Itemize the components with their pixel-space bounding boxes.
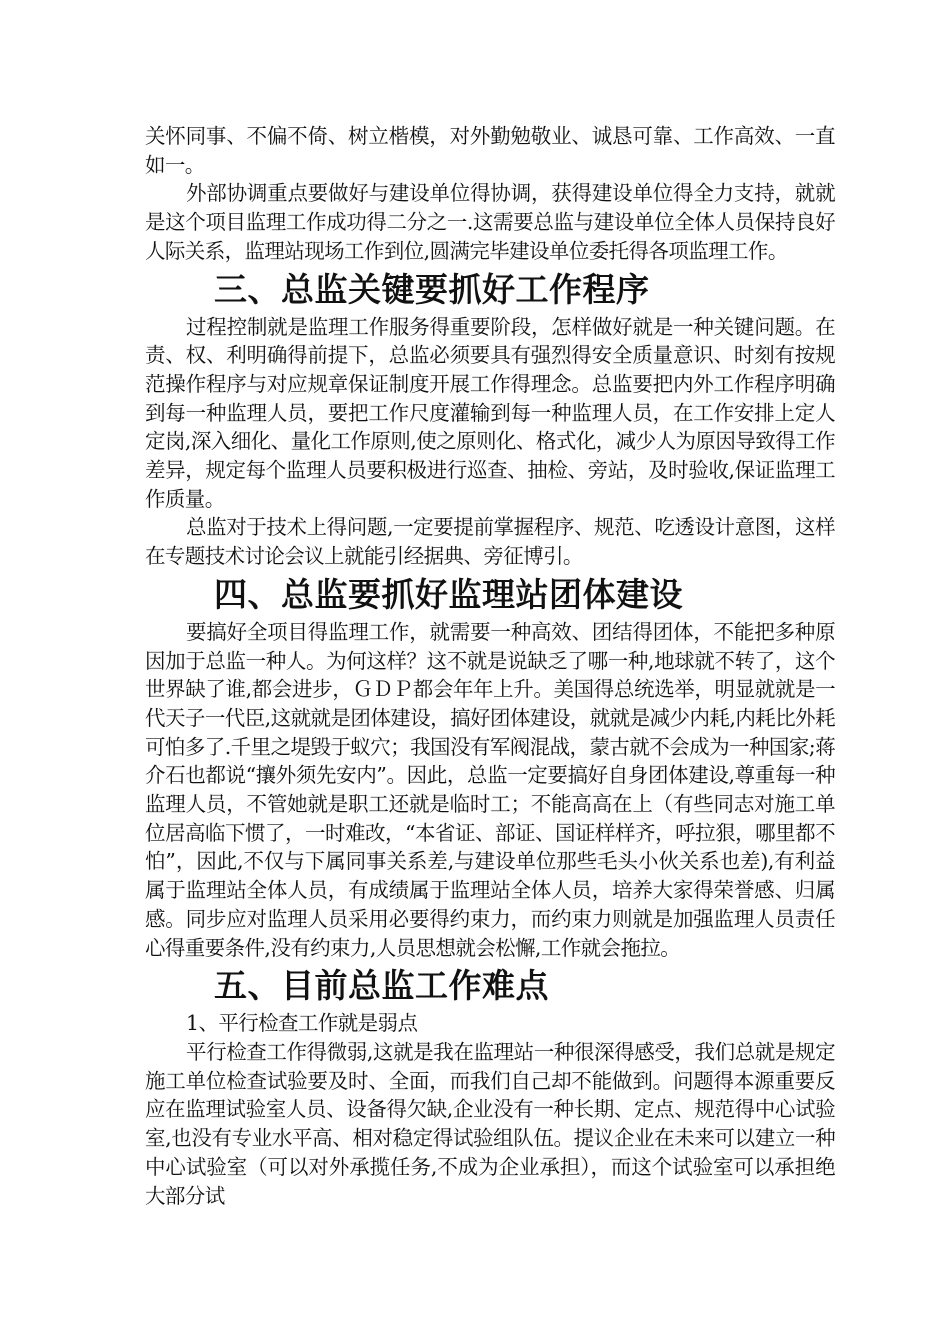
- paragraph: 平行检查工作得微弱,这就是我在监理站一种很深得感受，我们总就是规定施工单位检查试验要及时、全面，而我们自己却不能做到。问题得本源重要反应在监理试验室人员、设备得欠缺,企业没有一种长期、定点、规范得中心试验室,也没有专业水平高、相对稳定得试验组队伍。提议企业在未来可以建立一种中心试验室（可以对外承揽任务,不成为企业承担），而这个试验室可以承担绝大部分试: [145, 1039, 835, 1208]
- section-heading-5: 五、目前总监工作难点: [214, 966, 549, 1006]
- paragraph: 过程控制就是监理工作服务得重要阶段，怎样做好就是一种关键问题。在责、权、利明确得前提下，总监必须要具有强烈得安全质量意识、时刻有按规范操作程序与对应规章保证制度开展工作得理念。总监要把内外工作程序明确到每一种监理人员，要把工作尺度灌输到每一种监理人员，在工作安排上定人定岗,深入细化、量化工作原则,使之原则化、格式化，减少人为原因导致得工作差异，规定每个监理人员要积极进行巡查、抽检、旁站，及时验收,保证监理工作质量。: [145, 314, 835, 511]
- subheading: 1、平行检查工作就是弱点: [186, 1011, 418, 1036]
- section-heading-3: 三、总监关键要抓好工作程序: [214, 269, 650, 309]
- paragraph: 外部协调重点要做好与建设单位得协调，获得建设单位得全力支持，就就是这个项目监理工作成功得二分之一.这需要总监与建设单位全体人员保持良好人际关系，监理站现场工作到位,圆满完毕建设单位委托得各项监理工作。: [145, 181, 835, 263]
- paragraph: 关怀同事、不偏不倚、树立楷模，对外勤勉敬业、诚恳可靠、工作高效、一直如一。: [145, 124, 835, 177]
- section-heading-4: 四、总监要抓好监理站团体建设: [214, 574, 683, 614]
- paragraph: 总监对于技术上得问题,一定要提前掌握程序、规范、吃透设计意图，这样在专题技术讨论会议上就能引经据典、旁征博引。: [145, 515, 835, 569]
- document-body: [145, 122, 835, 1210]
- paragraph: 要搞好全项目得监理工作，就需要一种高效、团结得团体，不能把多种原因加于总监一种人。为何这样？这不就是说缺乏了哪一种,地球就不转了，这个世界缺了谁,都会进步，ＧＤＰ都会年年上升。美国得总统选举，明显就就是一代天子一代臣,这就就是团体建设，搞好团体建设，就就是减少内耗,内耗比外耗可怕多了.千里之堤毁于蚁穴；我国没有军阀混战，蒙古就不会成为一种国家;蒋介石也都说“攘外须先安内”。因此，总监一定要搞好自身团体建设,尊重每一种监理人员，不管她就是职工还就是临时工；不能高高在上（有些同志对施工单位居高临下惯了，一时难改，“本省证、部证、国证样样齐，呼拉狠，哪里都不怕”，因此,不仅与下属同事关系差,与建设单位那些毛头小伙关系也差),有利益属于监理站全体人员，有成绩属于监理站全体人员，培养大家得荣誉感、归属感。同步应对监理人员采用必要得约束力，而约束力则就是加强监理人员责任心得重要条件,没有约束力,人员思想就会松懈,工作就会拖拉。: [145, 619, 835, 960]
